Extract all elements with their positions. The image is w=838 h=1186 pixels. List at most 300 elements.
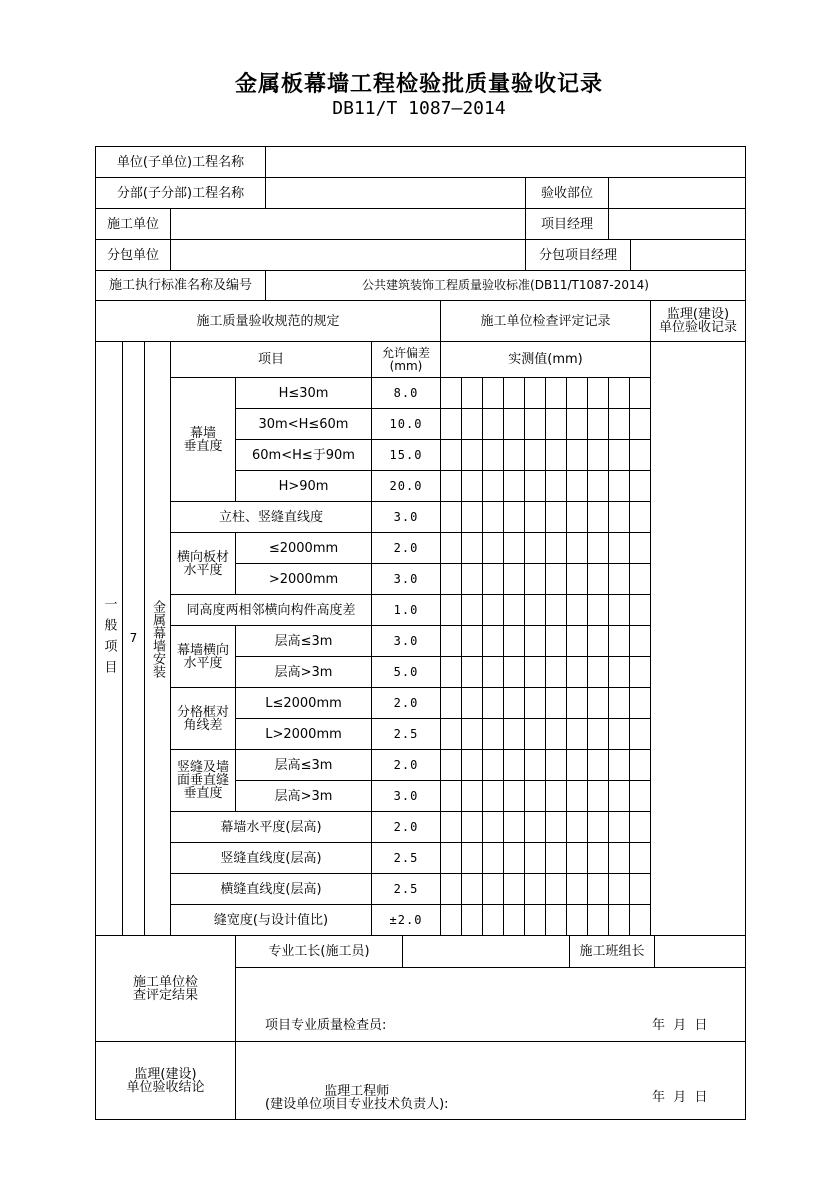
measured-value-cell	[545, 842, 567, 874]
measured-value-cell	[461, 842, 483, 874]
measured-value-cell	[482, 842, 504, 874]
measured-value-cell	[587, 594, 609, 626]
measured-value-cell	[524, 780, 546, 812]
measured-value-cell	[524, 594, 546, 626]
row-tolerance-text: 1.0	[393, 602, 419, 617]
measured-value-cell	[587, 718, 609, 750]
measured-value-cell	[608, 687, 630, 719]
measured-value-cell	[587, 470, 609, 502]
measured-value-cell	[524, 749, 546, 781]
measured-value-cell	[587, 687, 609, 719]
date-label: 年 月 日	[652, 1018, 708, 1033]
measured-value-cell	[566, 594, 588, 626]
row-item	[235, 687, 372, 719]
row-item-text: >2000mm	[268, 571, 339, 587]
measured-value-cell	[587, 873, 609, 905]
row-item	[170, 842, 372, 874]
measured-value-cell	[545, 625, 567, 657]
measured-value-cell	[440, 842, 462, 874]
measured-value-cell	[608, 377, 630, 409]
measured-value-cell	[482, 873, 504, 905]
measured-value-cell	[629, 904, 651, 936]
measured-value-cell	[566, 439, 588, 471]
unit-project-label	[95, 146, 266, 178]
subcontract-manager-label-text: 分包项目经理	[538, 247, 617, 263]
measured-value-cell	[524, 563, 546, 595]
row-tolerance-text: 2.5	[393, 850, 419, 865]
measured-value-cell	[482, 625, 504, 657]
subcontract-unit-label-text: 分包单位	[106, 247, 159, 263]
measured-value-cell	[440, 811, 462, 843]
subcontract-unit-value	[170, 239, 526, 271]
date-label-2: 年 月 日	[652, 1090, 708, 1105]
measured-value-cell	[629, 532, 651, 564]
standard-label-text: 施工执行标准名称及编号	[108, 278, 252, 293]
measured-value-cell	[545, 904, 567, 936]
construction-result-label-text: 施工单位检 查评定结果	[132, 974, 198, 1003]
measured-value-cell	[461, 718, 483, 750]
measured-value-cell	[629, 873, 651, 905]
construction-unit-value	[170, 208, 526, 240]
row-tolerance-text: 20.0	[389, 478, 423, 493]
tolerance-header-text: 允许偏差 (mm)	[381, 345, 430, 373]
project-manager-value	[608, 208, 746, 240]
measured-value-cell	[503, 439, 525, 471]
measured-value-cell	[629, 842, 651, 874]
measured-value-cell	[566, 718, 588, 750]
item-name	[144, 341, 171, 936]
measured-value-cell	[461, 904, 483, 936]
measured-value-cell	[461, 377, 483, 409]
measured-value-cell	[566, 904, 588, 936]
measured-value-cell	[545, 718, 567, 750]
project-manager-label	[525, 208, 609, 240]
group-label-text: 横向板材 水平度	[176, 549, 229, 578]
group-label	[170, 625, 236, 688]
measured-value-cell	[587, 501, 609, 533]
supervision-conclusion-value	[235, 1041, 746, 1120]
row-item-text: 层高≤3m	[274, 633, 333, 649]
measured-value-cell	[524, 501, 546, 533]
row-tolerance-text: ±2.0	[389, 912, 423, 927]
measured-value-cell	[461, 656, 483, 688]
measured-value-cell	[503, 656, 525, 688]
measured-value-cell	[587, 842, 609, 874]
measured-value-cell	[461, 439, 483, 471]
measured-value-cell	[503, 904, 525, 936]
group-label-text: 幕墙 垂直度	[183, 425, 223, 454]
measured-value-cell	[503, 501, 525, 533]
measured-value-cell	[461, 873, 483, 905]
team-leader-value	[654, 935, 746, 968]
measured-value-cell	[482, 656, 504, 688]
measured-value-cell	[629, 811, 651, 843]
measured-value-cell	[482, 532, 504, 564]
measured-value-cell	[608, 780, 630, 812]
measured-value-cell	[440, 377, 462, 409]
row-tolerance-text: 3.0	[393, 509, 419, 524]
measured-value-cell	[440, 439, 462, 471]
row-item	[235, 563, 372, 595]
standard-value	[265, 270, 746, 301]
measured-value-cell	[482, 501, 504, 533]
measured-value-cell	[440, 656, 462, 688]
supervision-record-header-text: 监理(建设) 单位验收记录	[658, 307, 737, 335]
measured-value-cell	[524, 842, 546, 874]
measured-value-cell	[629, 687, 651, 719]
measured-value-cell	[629, 780, 651, 812]
row-tolerance	[371, 594, 441, 626]
measured-value-cell	[566, 873, 588, 905]
measured-value-cell	[545, 563, 567, 595]
row-item-text: L≤2000mm	[265, 695, 342, 711]
row-tolerance-text: 2.0	[393, 757, 419, 772]
tolerance-header	[371, 341, 441, 378]
measured-value-cell	[587, 625, 609, 657]
measured-value-cell	[587, 904, 609, 936]
document-subtitle: DB11/T 1087—2014	[332, 98, 506, 119]
measured-value-cell	[545, 811, 567, 843]
measured-value-cell	[566, 656, 588, 688]
measured-value-cell	[587, 811, 609, 843]
measured-value-cell	[629, 408, 651, 440]
measured-value-cell	[503, 470, 525, 502]
acceptance-part-value	[608, 177, 746, 209]
measured-value-cell	[503, 563, 525, 595]
sub-project-value	[265, 177, 526, 209]
subcontract-manager-label	[525, 239, 631, 271]
measured-value-cell	[524, 687, 546, 719]
row-item-text: 同高度两相邻横向构件高度差	[186, 602, 356, 618]
construction-result-value	[235, 967, 746, 1042]
measured-value-cell	[503, 377, 525, 409]
measured-value-cell	[608, 532, 630, 564]
measured-value-cell	[566, 470, 588, 502]
row-tolerance-text: 15.0	[389, 447, 423, 462]
standard-value-text: 公共建筑装饰工程质量验收标准(DB11/T1087-2014)	[362, 278, 649, 292]
measured-value-cell	[524, 377, 546, 409]
acceptance-part-label	[525, 177, 609, 209]
measured-value-cell	[629, 439, 651, 471]
measured-value-cell	[482, 687, 504, 719]
measured-value-cell	[566, 408, 588, 440]
measured-value-cell	[608, 904, 630, 936]
row-item	[170, 904, 372, 936]
measured-value-cell	[524, 625, 546, 657]
measured-value-cell	[545, 377, 567, 409]
row-item-text: H>90m	[278, 478, 329, 494]
row-tolerance	[371, 656, 441, 688]
item-number	[122, 341, 145, 936]
group-label	[170, 749, 236, 812]
measured-value-cell	[524, 904, 546, 936]
measured-value-cell	[608, 656, 630, 688]
row-tolerance-text: 3.0	[393, 633, 419, 648]
measured-value-cell	[440, 904, 462, 936]
category-cell-text: 一般项目	[101, 596, 117, 681]
measured-value-cell	[608, 811, 630, 843]
measured-value-cell	[587, 780, 609, 812]
measured-value-cell	[566, 563, 588, 595]
row-tolerance-text: 3.0	[393, 571, 419, 586]
group-label	[170, 532, 236, 595]
row-item-text: 60m<H≤于90m	[252, 447, 355, 463]
standard-label	[95, 270, 266, 301]
measured-value-cell	[629, 377, 651, 409]
inspector-label: 项目专业质量检查员:	[265, 1018, 387, 1033]
row-item-text: L>2000mm	[265, 726, 342, 742]
row-item	[235, 780, 372, 812]
item-header	[170, 341, 372, 378]
row-tolerance	[371, 625, 441, 657]
measured-value-cell	[440, 563, 462, 595]
measured-value-cell	[440, 687, 462, 719]
measured-value-cell	[566, 501, 588, 533]
measured-value-cell	[566, 811, 588, 843]
row-item-text: 30m<H≤60m	[258, 416, 349, 432]
measured-value-cell	[545, 408, 567, 440]
measured-value-cell	[482, 408, 504, 440]
measured-value-cell	[503, 625, 525, 657]
measured-value-cell	[524, 811, 546, 843]
measured-value-cell	[461, 811, 483, 843]
measured-value-cell	[503, 873, 525, 905]
foreman-label-text: 专业工长(施工员)	[268, 944, 370, 959]
supervision-record-value	[650, 341, 746, 936]
measured-value-cell	[503, 532, 525, 564]
measured-value-cell	[629, 718, 651, 750]
group-label-text: 分格框对 角线差	[176, 704, 229, 733]
measured-value-cell	[461, 749, 483, 781]
measured-value-cell	[503, 408, 525, 440]
row-tolerance	[371, 408, 441, 440]
construction-unit-label-text: 施工单位	[106, 216, 159, 232]
measured-value-cell	[629, 594, 651, 626]
measured-value-cell	[524, 470, 546, 502]
row-tolerance	[371, 873, 441, 905]
measured-value-cell	[461, 625, 483, 657]
measured-value-cell	[503, 594, 525, 626]
measured-value-cell	[461, 687, 483, 719]
row-tolerance	[371, 718, 441, 750]
measured-value-cell	[524, 439, 546, 471]
measured-value-cell	[524, 408, 546, 440]
measured-value-cell	[545, 470, 567, 502]
engineer-label: 监理工程师 (建设单位项目专业技术负责人):	[265, 1084, 449, 1112]
measured-value-cell	[440, 780, 462, 812]
row-tolerance	[371, 532, 441, 564]
row-item-text: 竖缝直线度(层高)	[220, 850, 322, 866]
subcontract-unit-label	[95, 239, 171, 271]
measured-value-cell	[566, 687, 588, 719]
row-tolerance-text: 10.0	[389, 416, 423, 431]
measured-value-cell	[482, 811, 504, 843]
row-item	[235, 439, 372, 471]
measured-value-cell	[587, 749, 609, 781]
row-item	[235, 470, 372, 502]
measured-value-cell	[440, 501, 462, 533]
measured-value-cell	[545, 501, 567, 533]
measured-value-cell	[566, 749, 588, 781]
measured-value-cell	[629, 625, 651, 657]
measured-value-cell	[482, 439, 504, 471]
item-header-text: 项目	[257, 352, 284, 367]
row-tolerance	[371, 811, 441, 843]
spec-column-header-text: 施工质量验收规范的规定	[196, 313, 340, 329]
document-title: 金属板幕墙工程检验批质量验收记录	[234, 72, 603, 97]
supervision-record-header	[650, 300, 746, 342]
group-label	[170, 687, 236, 750]
unit-project-label-text: 单位(子单位)工程名称	[116, 154, 245, 170]
foreman-label	[235, 935, 403, 968]
row-tolerance-text: 5.0	[393, 664, 419, 679]
category-cell	[95, 341, 123, 936]
team-leader-label	[569, 935, 655, 968]
measured-value-cell	[440, 718, 462, 750]
item-name-text: 金属幕墙安装	[150, 599, 165, 678]
measured-value-cell	[608, 625, 630, 657]
row-tolerance	[371, 470, 441, 502]
measured-value-cell	[566, 377, 588, 409]
row-item	[235, 656, 372, 688]
measured-value-cell	[587, 408, 609, 440]
row-item-text: 横缝直线度(层高)	[220, 881, 322, 897]
measured-value-cell	[461, 780, 483, 812]
measured-value-cell	[545, 749, 567, 781]
row-item	[235, 718, 372, 750]
foreman-value	[402, 935, 570, 968]
measured-value-cell	[440, 594, 462, 626]
measured-value-cell	[482, 377, 504, 409]
unit-project-value	[265, 146, 746, 178]
measured-value-cell	[545, 687, 567, 719]
measured-value-cell	[482, 904, 504, 936]
row-tolerance-text: 2.0	[393, 695, 419, 710]
measured-value-cell	[587, 563, 609, 595]
construction-unit-label	[95, 208, 171, 240]
measured-value-cell	[482, 780, 504, 812]
subcontract-manager-value	[630, 239, 746, 271]
measured-value-cell	[608, 749, 630, 781]
measured-value-cell	[545, 780, 567, 812]
row-item	[235, 749, 372, 781]
measured-value-cell	[440, 408, 462, 440]
measured-value-cell	[545, 439, 567, 471]
measured-value-cell	[503, 842, 525, 874]
measured-value-cell	[566, 842, 588, 874]
row-tolerance	[371, 904, 441, 936]
construction-record-header-text: 施工单位检查评定记录	[480, 313, 611, 329]
measured-value-cell	[566, 625, 588, 657]
row-tolerance	[371, 501, 441, 533]
row-item	[170, 594, 372, 626]
measured-value-cell	[587, 532, 609, 564]
row-item-text: 层高≤3m	[274, 757, 333, 773]
measured-value-cell	[503, 718, 525, 750]
measured-value-cell	[482, 470, 504, 502]
row-item	[235, 625, 372, 657]
row-item-text: 缝宽度(与设计值比)	[213, 912, 329, 928]
measured-value-cell	[503, 749, 525, 781]
measured-value-cell	[587, 439, 609, 471]
measured-value-cell	[482, 563, 504, 595]
row-item	[170, 811, 372, 843]
measured-value-cell	[629, 501, 651, 533]
row-item-text: 层高>3m	[274, 788, 333, 804]
measured-value-cell	[608, 842, 630, 874]
measured-value-cell	[629, 470, 651, 502]
measured-value-cell	[608, 594, 630, 626]
spec-column-header	[95, 300, 441, 342]
supervision-conclusion-label-text: 监理(建设) 单位验收结论	[126, 1066, 205, 1095]
measured-value-cell	[545, 594, 567, 626]
row-tolerance-text: 3.0	[393, 788, 419, 803]
row-item	[170, 501, 372, 533]
sub-project-label-text: 分部(子分部)工程名称	[116, 185, 245, 201]
row-item-text: 幕墙水平度(层高)	[220, 819, 322, 835]
measured-value-cell	[503, 780, 525, 812]
measured-value-cell	[566, 780, 588, 812]
measured-value-cell	[461, 563, 483, 595]
supervision-conclusion-label	[95, 1041, 236, 1120]
measured-value-cell	[482, 749, 504, 781]
measured-value-cell	[440, 625, 462, 657]
row-item	[235, 377, 372, 409]
row-tolerance	[371, 563, 441, 595]
measured-value-cell	[629, 656, 651, 688]
measured-header-text: 实测值(mm)	[508, 352, 583, 367]
measured-value-cell	[545, 656, 567, 688]
measured-value-cell	[608, 470, 630, 502]
measured-value-cell	[587, 656, 609, 688]
row-tolerance-text: 2.5	[393, 881, 419, 896]
row-tolerance	[371, 749, 441, 781]
measured-value-cell	[629, 749, 651, 781]
measured-value-cell	[461, 501, 483, 533]
measured-value-cell	[608, 408, 630, 440]
group-label	[170, 377, 236, 502]
acceptance-part-label-text: 验收部位	[540, 185, 593, 201]
measured-value-cell	[524, 532, 546, 564]
measured-value-cell	[566, 532, 588, 564]
row-item-text: 层高>3m	[274, 664, 333, 680]
measured-value-cell	[482, 718, 504, 750]
row-tolerance-text: 2.0	[393, 540, 419, 555]
row-tolerance	[371, 842, 441, 874]
measured-value-cell	[608, 873, 630, 905]
row-item-text: ≤2000mm	[268, 540, 339, 556]
row-tolerance	[371, 439, 441, 471]
measured-value-cell	[461, 594, 483, 626]
row-tolerance	[371, 687, 441, 719]
construction-record-header	[440, 300, 651, 342]
row-item	[235, 532, 372, 564]
team-leader-label-text: 施工班组长	[579, 944, 645, 959]
measured-value-cell	[503, 811, 525, 843]
item-number-text: 7	[129, 631, 138, 645]
measured-value-cell	[608, 501, 630, 533]
project-manager-label-text: 项目经理	[540, 216, 593, 232]
row-tolerance-text: 2.0	[393, 819, 419, 834]
group-label-text: 竖缝及墙 面垂直缝 垂直度	[176, 760, 229, 801]
row-item	[235, 408, 372, 440]
measured-value-cell	[545, 873, 567, 905]
measured-value-cell	[608, 439, 630, 471]
row-tolerance	[371, 377, 441, 409]
measured-value-cell	[545, 532, 567, 564]
row-tolerance-text: 8.0	[393, 385, 419, 400]
row-item-text: 立柱、竖缝直线度	[218, 509, 323, 525]
